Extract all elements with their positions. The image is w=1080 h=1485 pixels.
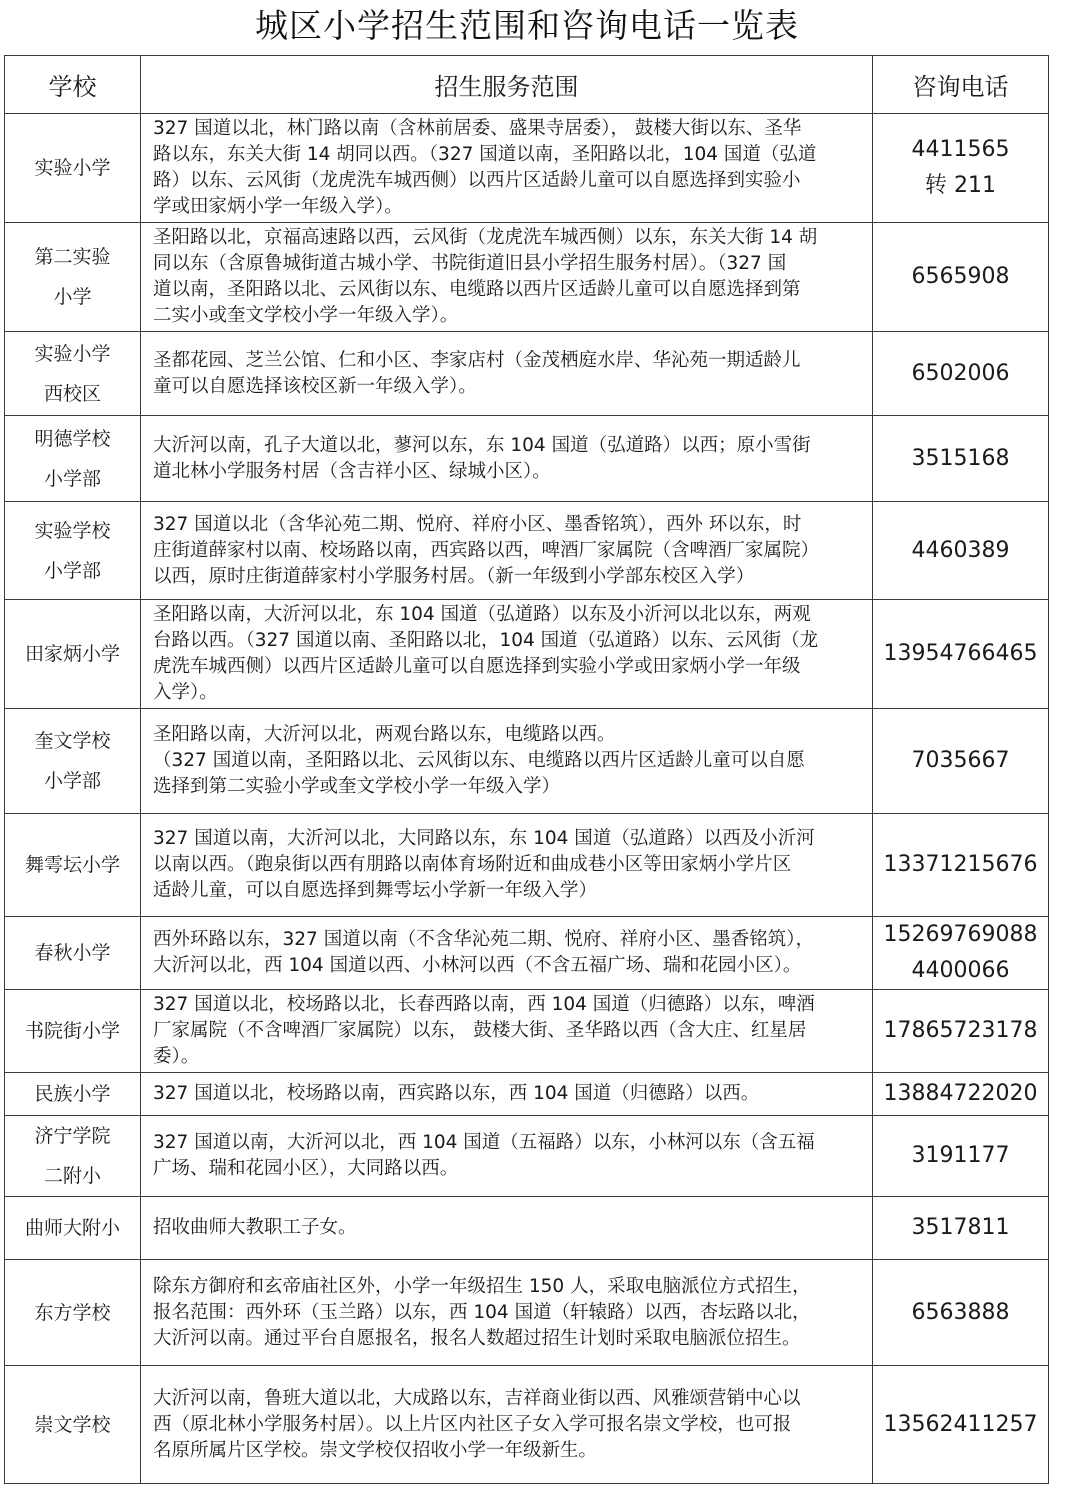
- table-row: [5, 600, 1049, 709]
- school-name-line: 第二实验: [34, 246, 111, 268]
- school-name-line: 小学部: [43, 770, 101, 792]
- school-cell: [5, 114, 141, 223]
- school-name-line: 奎文学校: [34, 730, 111, 752]
- range-text-line: 虎洗车城西侧）以西片区适龄儿童可以自愿选择到实验小学或田家炳小学一年级: [153, 656, 801, 677]
- phone-number-line: 6502006: [911, 360, 1010, 386]
- range-text-line: 除东方御府和玄帝庙社区外，小学一年级招生 150 人，采取电脑派位方式招生，: [153, 1275, 811, 1297]
- school-cell: [5, 1260, 141, 1366]
- table-row: [5, 502, 1049, 600]
- range-cell: [141, 1073, 873, 1116]
- range-text-line: 以南以西。（跑泉街以西有朋路以南体育场附近和曲成巷小区等田家炳小学片区: [153, 854, 792, 875]
- phone-number-line: 17865723178: [883, 1018, 1038, 1043]
- range-cell: [141, 1197, 873, 1260]
- range-text-line: 327 国道以北，林门路以南（含林前居委、盛果寺居委）， 鼓楼大街以东、圣华: [153, 118, 802, 139]
- phone-number-line: 6565908: [911, 264, 1010, 289]
- school-cell: [5, 332, 141, 416]
- school-name-line: 东方学校: [34, 1301, 111, 1324]
- range-cell: [141, 416, 873, 502]
- school-name-line: 崇文学校: [34, 1413, 111, 1436]
- phone-cell: [873, 502, 1049, 600]
- phone-number-line: 6563888: [911, 1299, 1010, 1325]
- phone-number-line: 13562411257: [883, 1411, 1038, 1437]
- school-cell: [5, 709, 141, 814]
- range-text-line: 庄街道薛家村以南、校场路以南，西宾路以西，啤酒厂家属院（含啤酒厂家属院）: [153, 539, 820, 561]
- phone-number-line: 15269769088: [883, 922, 1038, 947]
- range-text-line: 西（原北林小学服务村居）。以上片区内社区子女入学可报名崇文学校，也可报: [153, 1413, 792, 1435]
- range-cell: [141, 814, 873, 917]
- range-text-line: 学或田家炳小学一年级入学）。: [153, 196, 403, 217]
- school-name-line: 田家炳小学: [24, 643, 120, 665]
- range-text-line: 西外环路以东，327 国道以南（不含华沁苑二期、悦府、祥府小区、墨香铭筑），: [153, 929, 814, 950]
- phone-number-line: 13371215676: [883, 852, 1038, 877]
- range-text-line: 道北林小学服务村居（含吉祥小区、绿城小区）。: [153, 460, 551, 482]
- phone-cell: [873, 709, 1049, 814]
- phone-cell: [873, 990, 1049, 1073]
- range-text-line: 适龄儿童，可以自愿选择到舞雩坛小学新一年级入学）: [153, 880, 598, 901]
- range-cell: [141, 709, 873, 814]
- range-text-line: 名原所属片区学校。崇文学校仅招收小学一年级新生。: [153, 1439, 598, 1461]
- school-name-line: 书院街小学: [24, 1020, 120, 1042]
- school-name-line: 明德学校: [34, 427, 111, 450]
- range-text-line: 327 国道以北，校场路以南，西宾路以东，西 104 国道（归德路）以西。: [153, 1083, 760, 1104]
- school-cell: [5, 502, 141, 600]
- range-cell: [141, 332, 873, 416]
- header-phone: 咨询电话: [873, 56, 1049, 114]
- phone-cell: [873, 416, 1049, 502]
- enrollment-table: [4, 55, 1049, 1484]
- phone-cell: [873, 1197, 1049, 1260]
- phone-number-line: 4411565: [911, 137, 1010, 162]
- range-text-line: 同以东（含原鲁城街道古城小学、书院街道旧县小学招生服务村居）。（327 国: [153, 253, 787, 274]
- range-cell: [141, 114, 873, 223]
- table-row: [5, 332, 1049, 416]
- phone-cell: [873, 600, 1049, 709]
- table-row: [5, 223, 1049, 332]
- range-text-line: 327 国道以南，大沂河以北，大同路以东，东 104 国道（弘道路）以西及小沂河: [153, 828, 815, 849]
- phone-number-line: 4400066: [911, 958, 1010, 983]
- school-name-line: 小学部: [43, 467, 101, 490]
- range-cell: [141, 917, 873, 990]
- range-text-line: 报名范围：西外环（玉兰路）以东，西 104 国道（轩辕路）以西，杏坛路以北，: [153, 1301, 811, 1323]
- school-name-line: 济宁学院: [34, 1125, 111, 1147]
- phone-number-line: 3515168: [911, 445, 1010, 471]
- range-cell: [141, 502, 873, 600]
- table-row: [5, 990, 1049, 1073]
- range-text-line: 童可以自愿选择该校区新一年级入学）。: [153, 375, 477, 397]
- phone-cell: [873, 1073, 1049, 1116]
- school-cell: [5, 1366, 141, 1484]
- school-name-line: 小学部: [43, 559, 101, 582]
- phone-number-line: 3517811: [911, 1215, 1010, 1240]
- range-text-line: 二实小或奎文学校小学一年级入学）。: [153, 305, 459, 326]
- phone-cell: [873, 114, 1049, 223]
- phone-cell: [873, 332, 1049, 416]
- range-text-line: 327 国道以北（含华沁苑二期、悦府、祥府小区、墨香铭筑），西外 环以东，时: [153, 513, 802, 535]
- phone-number-line: 13884722020: [883, 1081, 1038, 1106]
- school-cell: [5, 1116, 141, 1197]
- school-cell: [5, 416, 141, 502]
- school-name-line: 曲师大附小: [24, 1217, 120, 1239]
- table-row: [5, 709, 1049, 814]
- school-name-line: 实验小学: [34, 342, 111, 365]
- phone-cell: [873, 223, 1049, 332]
- range-text-line: 大沂河以南，孔子大道以北，蓼河以东，东 104 国道（弘道路）以西；原小雪街: [153, 434, 811, 456]
- school-cell: [5, 814, 141, 917]
- range-text-line: 圣都花园、芝兰公馆、仁和小区、李家店村（金茂栖庭水岸、华沁苑一期适龄儿: [153, 349, 801, 371]
- table-row: [5, 1197, 1049, 1260]
- header-school: 学校: [5, 56, 141, 114]
- phone-cell: [873, 1116, 1049, 1197]
- school-cell: [5, 1073, 141, 1116]
- table-row: [5, 416, 1049, 502]
- school-name-line: 舞雩坛小学: [24, 854, 120, 876]
- table-row: [5, 917, 1049, 990]
- table-header-row: [5, 56, 1049, 114]
- range-cell: [141, 1366, 873, 1484]
- range-cell: [141, 223, 873, 332]
- page-title: 城区小学招生范围和咨询电话一览表: [255, 6, 799, 45]
- range-text-line: 台路以西。（327 国道以南、圣阳路以北，104 国道（弘道路）以东、云风街（龙: [153, 630, 819, 651]
- table-row: [5, 1260, 1049, 1366]
- table-row: [5, 1366, 1049, 1484]
- school-name-line: 春秋小学: [34, 942, 111, 964]
- phone-cell: [873, 814, 1049, 917]
- range-text-line: 以西，原时庄街道薛家村小学服务村居。（新一年级到小学部东校区入学）: [153, 565, 755, 587]
- range-cell: [141, 600, 873, 709]
- table-row: [5, 114, 1049, 223]
- school-name-line: 实验学校: [34, 519, 111, 542]
- range-cell: [141, 1116, 873, 1197]
- range-text-line: 道以南，圣阳路以北、云风街以东、电缆路以西片区适龄儿童可以自愿选择到第: [153, 279, 801, 300]
- school-name-line: 西校区: [43, 382, 101, 405]
- school-cell: [5, 600, 141, 709]
- range-text-line: 路以东，东关大街 14 胡同以西。（327 国道以南，圣阳路以北，104 国道（弘道: [153, 144, 817, 165]
- range-text-line: 327 国道以南，大沂河以北，西 104 国道（五福路）以东，小林河以东（含五福: [153, 1132, 815, 1153]
- range-cell: [141, 1260, 873, 1366]
- phone-number-line: 3191177: [911, 1143, 1010, 1168]
- range-text-line: 圣阳路以北，京福高速路以西，云风街（龙虎洗车城西侧）以东，东关大街 14 胡: [153, 227, 818, 248]
- range-cell: [141, 990, 873, 1073]
- range-text-line: 路）以东、云风街（龙虎洗车城西侧）以西片区适龄儿童可以自愿选择到实验小: [153, 170, 801, 191]
- school-name-line: 民族小学: [34, 1083, 111, 1105]
- phone-number-line: 13954766465: [883, 641, 1038, 666]
- range-text-line: 入学）。: [153, 682, 218, 703]
- range-text-line: 327 国道以北，校场路以北，长春西路以南，西 104 国道（归德路）以东，啤酒: [153, 994, 815, 1015]
- table-row: [5, 814, 1049, 917]
- school-name-line: 小学: [53, 286, 92, 308]
- school-name-line: 实验小学: [34, 157, 111, 179]
- school-cell: [5, 990, 141, 1073]
- phone-cell: [873, 917, 1049, 990]
- range-text-line: 厂家属院（不含啤酒厂家属院）以东， 鼓楼大街、圣华路以西（含大庄、红星居: [153, 1020, 807, 1041]
- range-text-line: 圣阳路以南，大沂河以北，两观台路以东，电缆路以西。: [153, 724, 616, 745]
- phone-cell: [873, 1260, 1049, 1366]
- phone-cell: [873, 1366, 1049, 1484]
- phone-number-line: 转 211: [925, 173, 996, 198]
- range-text-line: 选择到第二实验小学或奎文学校小学一年级入学）: [153, 776, 561, 797]
- range-text-line: 圣阳路以南，大沂河以北，东 104 国道（弘道路）以东及小沂河以北以东，两观: [153, 604, 811, 625]
- phone-number-line: 4460389: [911, 537, 1010, 563]
- header-range: 招生服务范围: [141, 56, 873, 114]
- range-text-line: 招收曲师大教职工子女。: [153, 1217, 357, 1238]
- table-row: [5, 1116, 1049, 1197]
- range-text-line: （327 国道以南，圣阳路以北、云风街以东、电缆路以西片区适龄儿童可以自愿: [153, 750, 805, 771]
- phone-number-line: 7035667: [911, 748, 1010, 773]
- school-name-line: 二附小: [43, 1165, 101, 1187]
- school-cell: [5, 1197, 141, 1260]
- range-text-line: 大沂河以南，鲁班大道以北，大成路以东，吉祥商业街以西、风雅颂营销中心以: [153, 1387, 801, 1409]
- range-text-line: 广场、瑞和花园小区），大同路以西。: [153, 1158, 459, 1179]
- range-text-line: 大沂河以南。通过平台自愿报名，报名人数超过招生计划时采取电脑派位招生。: [153, 1327, 801, 1349]
- range-text-line: 大沂河以北，西 104 国道以西、小林河以西（不含五福广场、瑞和花园小区）。: [153, 955, 802, 976]
- table-row: [5, 1073, 1049, 1116]
- range-text-line: 委）。: [153, 1046, 200, 1067]
- school-cell: [5, 917, 141, 990]
- school-cell: [5, 223, 141, 332]
